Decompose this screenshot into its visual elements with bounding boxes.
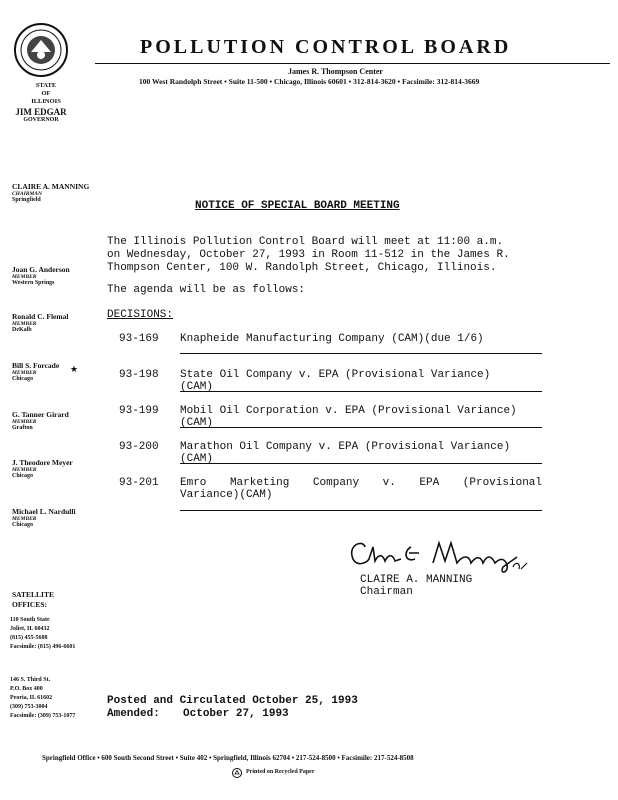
case-underline [180,427,542,428]
case-line-1: State Oil Company v. EPA (Provisional Variance) [180,369,491,381]
recycled-paper-note: Printed on Recycled Paper [246,769,315,775]
header-address: 100 West Randolph Street • Suite 11-500 • Chicago, Illinois 60601 • 312-814-3620 • Facsimile: 312-814-3669 [139,77,480,86]
state-block [11,82,81,106]
handwritten-signature [345,533,545,577]
member-role: MEMBER [12,419,37,425]
member-role: MEMBER [12,467,37,473]
board-title: POLLUTION CONTROL BOARD [140,36,512,58]
governor-name: JIM EDGAR [15,107,67,117]
case-description [180,477,542,501]
case-number: 93-200 [119,441,159,453]
case-underline [180,353,542,354]
case-line-1: Knapheide Manufacturing Company (CAM)(due 1/6) [180,333,484,345]
office-line: Facsimile: (815) 496-6601 [10,644,76,650]
case-underline [180,463,542,464]
case-line-1: Mobil Oil Corporation v. EPA (Provisional Variance) [180,405,517,417]
office-line: 110 South State [10,617,50,623]
member-city: Grafton [12,425,33,431]
case-line-2: (CAM) [180,417,214,429]
state-seal-logo [13,22,69,78]
case-line-1: Emro Marketing Company v. EPA (Provisional [180,477,542,489]
office-line: P.O. Box 400 [10,686,43,692]
member-role: MEMBER [12,274,37,280]
signer-name: CLAIRE A. MANNING [360,574,473,586]
header-rule [95,63,610,64]
paragraph-line: Thompson Center, 100 W. Randolph Street, Chicago, Illinois. [107,262,497,274]
member-meyer [12,458,102,479]
case-description [180,333,542,345]
member-name: Joan G. Anderson [12,265,70,274]
case-line-1: Marathon Oil Company v. EPA (Provisional Variance) [180,441,511,453]
member-name: Bill S. Forcade [12,361,60,370]
center-name: James R. Thompson Center [288,67,383,76]
member-name: CLAIRE A. MANNING [12,182,90,191]
member-role: MEMBER [12,370,37,376]
governor-title: GOVERNOR [23,117,59,123]
case-underline [180,391,542,392]
star-icon: ★ [70,364,79,374]
member-city: Chicago [12,522,33,528]
case-number: 93-199 [119,405,159,417]
member-chairman [12,182,102,203]
member-name: Michael L. Nardulli [12,507,76,516]
case-line-2: (CAM) [180,381,214,393]
case-description [180,405,542,429]
state-line-3: ILLINOIS [31,98,61,105]
office-line: (309) 753-3004 [10,704,48,710]
office-line: Facsimile: (309) 753-1077 [10,713,76,719]
member-city: Chicago [12,473,33,479]
member-city: Western Springs [12,280,55,286]
footer-address: Springfield Office • 600 South Second Street • Suite 402 • Springfield, Illinois 62704 • 217-524-8500 • Facsimile: 217-524-8508 [42,754,414,762]
decisions-label: DECISIONS: [107,309,174,321]
satellite-office-joliet [10,616,75,652]
case-underline [180,510,542,511]
paragraph-line: on Wednesday, October 27, 1993 in Room 11-512 in the James R. [107,249,510,261]
member-nardulli [12,507,102,528]
member-role: MEMBER [12,321,37,327]
recycle-icon [232,768,242,778]
satellite-office-peoria [10,676,75,721]
member-name: J. Theodore Meyer [12,458,73,467]
case-description [180,441,542,465]
agenda-intro: The agenda will be as follows: [107,284,306,296]
amended-label: Amended: [107,708,160,720]
case-description [180,369,542,393]
member-anderson [12,265,102,286]
office-line: 146 S. Third St. [10,677,51,683]
office-line: (815) 455-5688 [10,635,48,641]
member-girard [12,410,102,431]
member-city: Chicago [12,376,33,382]
amended-line [107,708,289,720]
notice-heading: NOTICE OF SPECIAL BOARD MEETING [195,200,400,212]
satellite-heading [12,590,54,610]
member-city: Springfield [12,197,41,203]
member-name: Ronald C. Flemal [12,312,69,321]
state-line-1: STATE [35,82,57,89]
member-forcade [12,361,102,382]
case-line-2: Variance)(CAM) [180,489,273,501]
member-name: G. Tanner Girard [12,410,69,419]
signer-title: Chairman [360,586,413,598]
satellite-heading-line: OFFICES: [12,600,48,609]
state-line-2: OF [41,90,51,97]
member-flemal [12,312,102,333]
member-role: MEMBER [12,516,37,522]
paragraph-line: The Illinois Pollution Control Board will meet at 11:00 a.m. [107,236,504,248]
amended-date: October 27, 1993 [183,708,289,720]
case-number: 93-198 [119,369,159,381]
office-line: Peoria, IL 61602 [10,695,53,701]
member-city: DeKalb [12,327,32,333]
case-number: 93-201 [119,477,159,489]
posted-line: Posted and Circulated October 25, 1993 [107,695,358,707]
case-number: 93-169 [119,333,159,345]
case-line-2: (CAM) [180,453,214,465]
office-line: Joliet, IL 60432 [10,626,50,632]
notice-paragraph [107,236,547,275]
member-role: CHAIRMAN [12,191,42,197]
satellite-heading-line: SATELLITE [12,590,54,599]
